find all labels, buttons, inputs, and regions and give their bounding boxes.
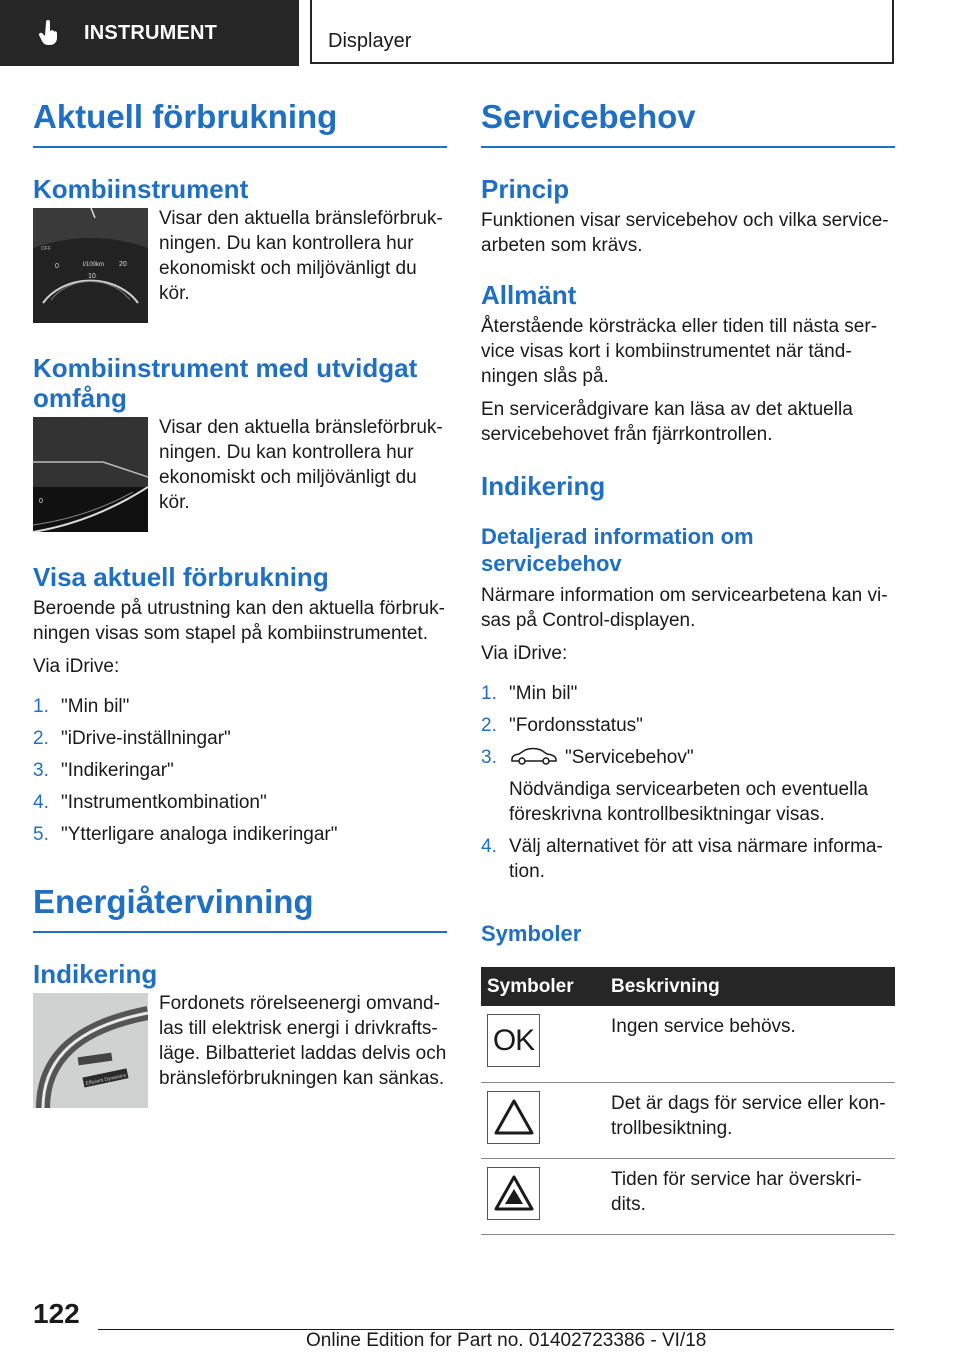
heading-indikering-left: Indikering [33,959,158,989]
warning-triangle-filled-icon [487,1167,540,1220]
princip-text: Funktionen visar servicebehov och vilka servicearbeten som krävs. [481,210,889,256]
table-row [481,1158,895,1234]
list-item: 2. "Fordonsstatus" [481,715,643,736]
svg-text:OFF: OFF [41,246,51,252]
svg-text:l/100km: l/100km [83,262,105,268]
indikering-left-text: Fordonets rörelseenergi omvandlas till elektrisk energi i drivkraftsläge. Bilbatteriet laddas delvis och bränsleförbrukningen kan sänkas. [159,993,447,1089]
allmant-text-1: Återstående körsträcka eller tiden till nästa service visas kort i kombiinstrumentet när tändningen slås på. [481,316,878,387]
table-row [481,1082,895,1158]
kombi-ext-row [33,417,447,532]
section-title-energy: Energiåtervinning [33,883,447,933]
left-column [33,98,447,1108]
table-header-description: Beskrivning [605,967,895,1006]
heading-allmant: Allmänt [481,280,577,310]
allmant-text-2: En servicerådgivare kan läsa av det aktuella servicebehovet från fjärrkontrollen. [481,399,853,445]
svg-text:0: 0 [39,498,43,505]
list-item: 3. "Servicebehov" [481,747,694,768]
page-number: 122 [33,1298,80,1329]
svg-text:0: 0 [55,263,59,270]
table-cell: Tiden för service har överskridits. [605,1158,895,1234]
via-idrive-left: Via iDrive: [33,656,120,677]
list-item: Nödvändiga servicearbeten och eventuella föreskrivna kontrollbesiktningar visas. [509,779,869,825]
section-label: Displayer [328,30,412,52]
energy-recovery-image [33,993,148,1108]
kombi-row [33,208,447,323]
detail-text: Närmare information om servicearbetena kan visas på Control-displayen. [481,585,888,631]
list-item: 5. "Ytterligare analoga indikeringar" [33,824,338,845]
table-header-symbols: Symboler [481,967,605,1006]
indikering-row [33,993,447,1108]
chapter-tab[interactable] [0,0,299,66]
table-cell: Ingen service behövs. [605,1006,895,1082]
chapter-label: INSTRUMENT [84,21,218,44]
extended-cluster-image [33,417,148,532]
heading-kombiinstrument-extended: Kombiinstrument med utvidgat omfång [33,353,418,413]
via-idrive-right: Via iDrive: [481,643,568,664]
list-item: 4. Välj alternativet för att visa närmare information. [481,836,883,882]
hand-pointer-icon [38,20,64,46]
table-row [481,1006,895,1082]
heading-kombiinstrument: Kombiinstrument [33,174,249,204]
warning-triangle-outline-icon [487,1091,540,1144]
ok-symbol-icon: OK [487,1014,540,1067]
kombi-text: Visar den aktuella bränsleförbrukningen. Du kan kontrollera hur ekonomiskt och miljövänligt du kör. [159,208,443,304]
heading-detail-info: Detaljerad information om servicebehov [481,524,754,576]
instrument-cluster-image [33,208,148,323]
list-item: 3. "Indikeringar" [33,760,174,781]
show-consumption-text: Beroende på utrustning kan den aktuella förbrukningen visas som stapel på kombiinstrumentet. [33,598,445,644]
kombi-ext-text: Visar den aktuella bränsleförbrukningen. Du kan kontrollera hur ekonomiskt och miljövänligt du kör. [159,417,443,513]
section-title-service: Servicebehov [481,98,895,148]
svg-text:Efficient Dynamics: Efficient Dynamics [85,1072,127,1088]
list-item: 2. "iDrive-inställningar" [33,728,231,749]
right-column [481,98,895,1235]
list-item: 1. "Min bil" [33,696,130,717]
car-icon [509,746,559,766]
svg-text:10: 10 [88,273,96,280]
heading-indikering-right: Indikering [481,471,606,501]
heading-princip: Princip [481,174,570,204]
section-title-consumption: Aktuell förbrukning [33,98,447,148]
list-item: 4. "Instrumentkombination" [33,792,267,813]
section-tab[interactable] [310,0,894,64]
edition-text: Online Edition for Part no. 01402723386 - VI/18 [306,1330,707,1351]
heading-show-consumption: Visa aktuell förbrukning [33,562,329,592]
list-item: 1. "Min bil" [481,683,578,704]
table-cell: Det är dags för service eller kontrollbesiktning. [605,1082,895,1158]
idrive-steps-right [481,681,895,884]
symbols-table [481,967,895,1235]
idrive-steps-left [33,694,447,847]
svg-text:20: 20 [119,261,127,268]
heading-symboler: Symboler [481,921,582,946]
